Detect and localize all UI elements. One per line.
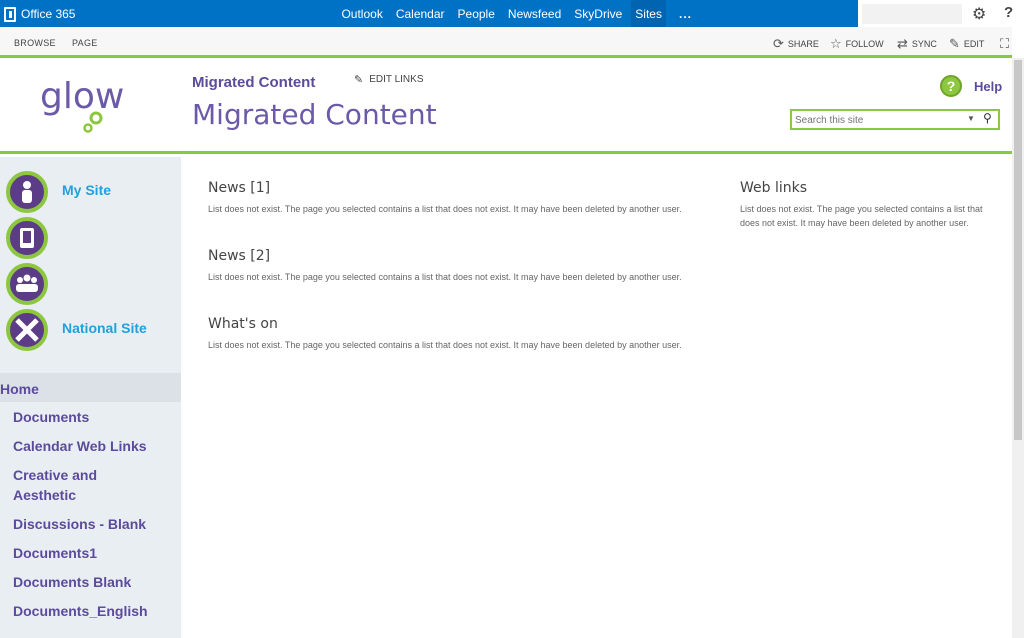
nav-item-creative-and-aesthetic[interactable]: Creative and Aesthetic <box>13 467 98 503</box>
suite-nav <box>328 0 692 27</box>
quick-launch-nav <box>0 373 181 625</box>
focus-icon: ⛶ <box>1000 36 1010 51</box>
webpart-message: List does not exist. The page you selected contains a list that does not exist. It may have been deleted by another user. <box>208 204 682 214</box>
nav-item-discussions-blank[interactable]: Discussions - Blank <box>13 516 147 532</box>
focus-on-content-button[interactable] <box>1000 36 1013 52</box>
suite-nav-skydrive[interactable]: SkyDrive <box>574 6 623 21</box>
edit-links-button[interactable] <box>354 73 424 86</box>
share-label: SHARE <box>787 39 819 49</box>
quick-site-label: National Site <box>62 320 147 336</box>
gear-icon[interactable]: ⚙ <box>972 6 987 23</box>
nav-item-documents-blank[interactable]: Documents Blank <box>13 574 132 590</box>
office365-label: Office 365 <box>21 7 76 21</box>
suite-nav-calendar[interactable]: Calendar <box>395 6 445 21</box>
edit-links-label: EDIT LINKS <box>369 74 424 85</box>
suite-nav-more[interactable]: ... <box>678 6 692 21</box>
page-title: Migrated Content <box>192 98 437 131</box>
suite-bar <box>0 0 1024 27</box>
search-scope-dropdown-icon[interactable]: ▼ <box>967 114 975 123</box>
suite-bar-blue <box>0 0 858 27</box>
webpart-title[interactable]: Web links <box>740 180 808 196</box>
user-menu[interactable] <box>862 4 962 24</box>
site-title-link[interactable]: Migrated Content <box>192 74 316 91</box>
webpart-whats-on <box>208 316 708 352</box>
quick-site-label: My Site <box>62 182 112 198</box>
glow-logo-text: glow <box>40 76 125 117</box>
sync-icon: ⇄ <box>897 36 908 51</box>
webpart-message: List does not exist. The page you selected contains a list that does not exist. It may have been deleted by another user. <box>208 340 682 350</box>
suite-nav-sites[interactable]: Sites <box>631 0 666 28</box>
edit-button[interactable] <box>949 36 984 52</box>
logo-ring-1 <box>91 113 101 123</box>
suite-nav-outlook[interactable]: Outlook <box>341 6 383 21</box>
search-input[interactable] <box>795 112 955 128</box>
quick-site-group[interactable] <box>6 263 48 305</box>
main-content <box>181 157 1012 638</box>
glow-logo[interactable] <box>38 76 148 136</box>
nav-item-home[interactable]: Home <box>0 373 181 402</box>
nav-item-documents1[interactable]: Documents1 <box>13 545 98 561</box>
webpart-title[interactable]: News [2] <box>208 248 271 264</box>
share-icon: ⟳ <box>773 36 784 51</box>
follow-label: FOLLOW <box>845 39 884 49</box>
site-header <box>0 58 1012 154</box>
follow-button[interactable] <box>830 36 884 52</box>
help-circle-icon: ? <box>940 75 962 97</box>
saltire-icon <box>6 309 48 351</box>
ribbon <box>0 27 1012 58</box>
suite-nav-newsfeed[interactable]: Newsfeed <box>507 6 562 21</box>
office-logo-icon <box>4 7 16 22</box>
help-icon[interactable]: ? <box>1004 4 1014 21</box>
share-button[interactable] <box>773 36 819 52</box>
person-icon <box>6 171 48 213</box>
nav-item-calendar-web-links[interactable]: Calendar Web Links <box>13 438 147 454</box>
search-icon[interactable]: ⚲ <box>983 111 992 125</box>
tab-page[interactable]: PAGE <box>72 38 98 48</box>
logo-ring-2 <box>85 125 92 132</box>
tab-browse[interactable]: BROWSE <box>14 38 56 48</box>
nav-item-documents[interactable]: Documents <box>13 409 90 425</box>
pencil-icon: ✎ <box>949 36 960 51</box>
webpart-web-links <box>740 180 992 230</box>
star-icon: ☆ <box>830 36 842 51</box>
webpart-message: List does not exist. The page you selected contains a list that does not exist. It may have been deleted by another user. <box>740 204 983 228</box>
office365-brand[interactable] <box>4 5 75 23</box>
webpart-title[interactable]: What's on <box>208 316 278 332</box>
sync-button[interactable] <box>897 36 937 52</box>
webpart-message: List does not exist. The page you selected contains a list that does not exist. It may have been deleted by another user. <box>208 272 682 282</box>
quick-site-my-site[interactable] <box>6 171 112 213</box>
webpart-news-2 <box>208 248 708 284</box>
webpart-title[interactable]: News [1] <box>208 180 271 196</box>
quick-site-device[interactable] <box>6 217 48 259</box>
nav-item-documents-english[interactable]: Documents_English <box>13 603 148 619</box>
edit-label: EDIT <box>963 39 985 49</box>
suite-nav-people[interactable]: People <box>457 6 495 21</box>
help-link[interactable] <box>940 75 1002 97</box>
group-icon <box>6 263 48 305</box>
help-label: Help <box>974 78 1003 94</box>
sync-label: SYNC <box>911 39 937 49</box>
page-scrollbar[interactable] <box>1012 58 1024 638</box>
left-sidebar <box>0 157 181 638</box>
scrollbar-thumb[interactable] <box>1014 60 1022 440</box>
webpart-news-1 <box>208 180 708 216</box>
quick-site-national-site[interactable] <box>6 309 147 351</box>
search-box <box>790 109 1000 130</box>
pencil-icon: ✎ <box>354 74 364 86</box>
device-icon <box>6 217 48 259</box>
